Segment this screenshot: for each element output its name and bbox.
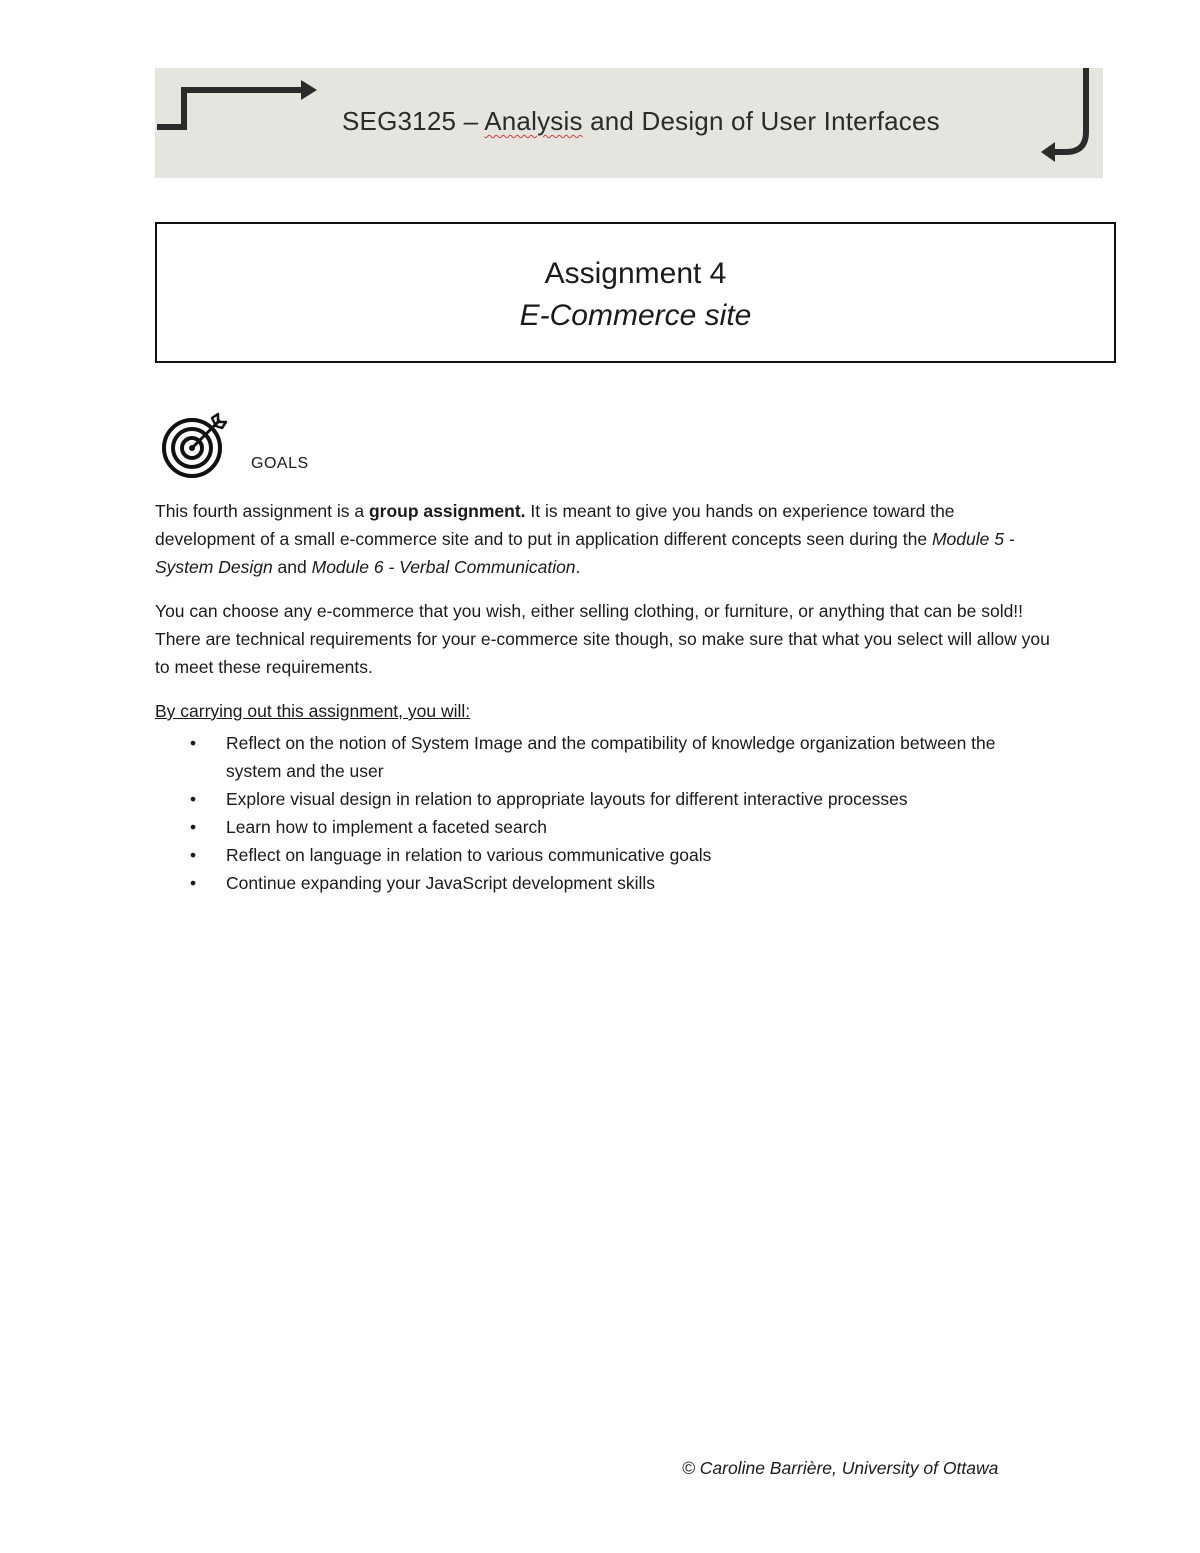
list-item bbox=[155, 729, 1055, 785]
intro-text-a: This fourth assignment is a bbox=[155, 501, 369, 521]
course-title bbox=[342, 106, 940, 137]
arrow-return-icon bbox=[1033, 68, 1103, 178]
list-item-text: Explore visual design in relation to appropriate layouts for different interactive processes bbox=[226, 789, 908, 809]
intro-bold: group assignment. bbox=[368, 501, 526, 521]
assignment-subtitle: E-Commerce site bbox=[519, 299, 752, 332]
intro-text-c: and bbox=[272, 557, 312, 577]
goals-heading: GOALS bbox=[251, 455, 309, 472]
arrow-right-icon bbox=[155, 68, 325, 138]
list-item-text: Continue expanding your JavaScript development skills bbox=[226, 873, 655, 893]
intro-module6: Module 6 - Verbal Communication bbox=[311, 557, 576, 577]
bullet-icon: • bbox=[190, 873, 197, 893]
bullet-icon: • bbox=[190, 789, 197, 809]
list-item bbox=[155, 813, 1055, 841]
outcomes-heading: By carrying out this assignment, you will: bbox=[155, 701, 471, 721]
course-title-misspelled-word: Analysis bbox=[484, 106, 583, 136]
list-item-text: Reflect on the notion of System Image and the compatibility of knowledge organization between the system and the user bbox=[226, 733, 996, 781]
intro-module5: Module 5 - System Design bbox=[155, 529, 1015, 577]
choice-paragraph: You can choose any e-commerce that you wish, either selling clothing, or furniture, or anything that can be sold!! There are technical requirements for your e-commerce site though, so make sure that what you select will allow you to meet these requirements. bbox=[155, 601, 1050, 677]
list-item bbox=[155, 869, 1055, 897]
bullet-icon: • bbox=[190, 845, 197, 865]
intro-text-d: . bbox=[575, 557, 581, 577]
document-body bbox=[155, 497, 1055, 897]
bullet-icon: • bbox=[190, 817, 197, 837]
assignment-title-box bbox=[155, 222, 1116, 363]
list-item bbox=[155, 785, 1055, 813]
list-item-text: Reflect on language in relation to various communicative goals bbox=[226, 845, 712, 865]
list-item bbox=[155, 841, 1055, 869]
course-title-suffix: and Design of User Interfaces bbox=[582, 106, 940, 136]
outcomes-list bbox=[155, 729, 1055, 897]
intro-text-b: It is meant to give you hands on experience toward the development of a small e-commerce site and to put in application different concepts seen during the bbox=[155, 501, 955, 549]
header-banner bbox=[155, 68, 1103, 178]
target-icon bbox=[160, 412, 230, 482]
bullet-icon: • bbox=[190, 733, 197, 753]
list-item-text: Learn how to implement a faceted search bbox=[226, 817, 548, 837]
copyright-footer: © Caroline Barrière, University of Ottawa bbox=[682, 1458, 999, 1478]
assignment-number: Assignment 4 bbox=[544, 257, 727, 290]
course-title-prefix: SEG3125 – bbox=[342, 106, 485, 136]
intro-paragraph bbox=[155, 497, 1055, 581]
